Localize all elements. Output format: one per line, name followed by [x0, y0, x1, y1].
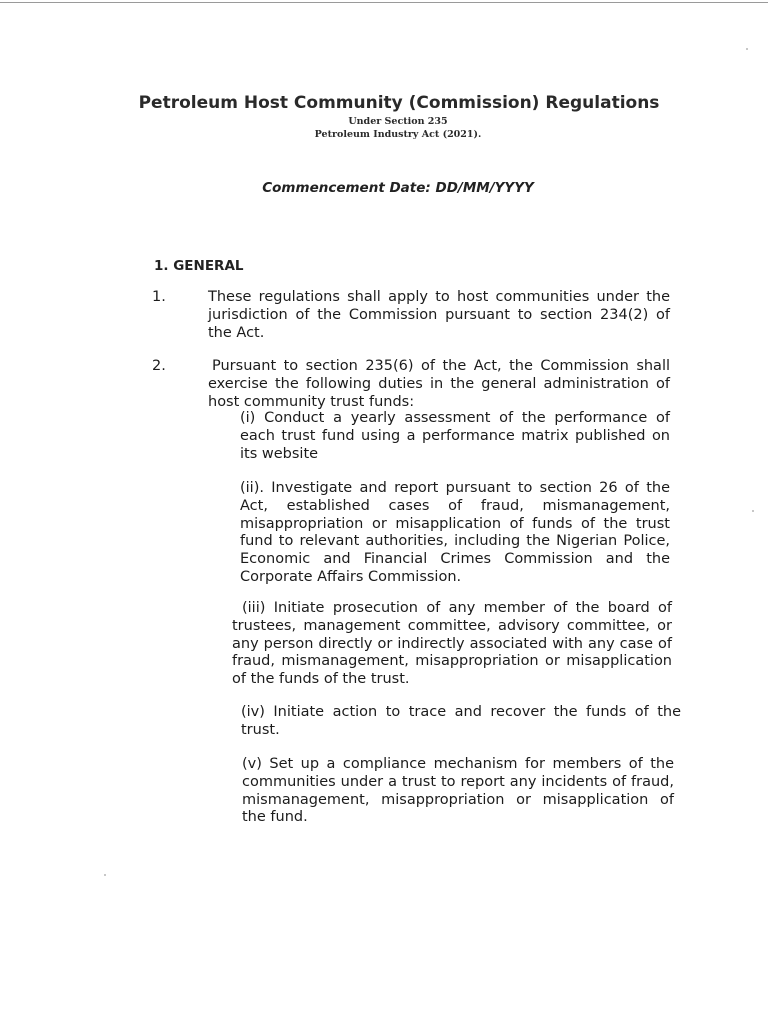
- duty-item: (i) Conduct a yearly assessment of the performance of each trust fund using a performance matrix published on its website: [240, 410, 670, 462]
- item-number: 1.: [152, 289, 166, 305]
- document-title: Petroleum Host Community (Commission) Regulations: [138, 93, 660, 113]
- duty-item: (iv) Initiate action to trace and recover the funds of the trust.: [241, 704, 681, 738]
- section-heading: 1. GENERAL: [154, 258, 244, 274]
- duty-item: (v) Set up a compliance mechanism for members of the communities under a trust to report any incidents of fraud, mismanagement, misappropriation or misapplication of the fund.: [242, 756, 674, 826]
- duty-item: (ii). Investigate and report pursuant to section 26 of the Act, established cases of fraud, mismanagement, misappropriation or misapplication of funds of the trust fund to relevant authorities, including the Nigerian Police, Economic and Financial Crimes Commission and the Corporate Affairs Commission.: [240, 480, 670, 585]
- item-number: 2.: [152, 358, 166, 374]
- page-top-edge: [0, 2, 768, 3]
- item-text: Pursuant to section 235(6) of the Act, the Commission shall exercise the following duties in the general administration of host community trust funds:: [208, 358, 670, 410]
- commencement-date: Commencement Date: DD/MM/YYYY: [262, 180, 534, 196]
- item-text: These regulations shall apply to host communities under the jurisdiction of the Commission pursuant to section 234(2) of the Act.: [208, 289, 670, 341]
- scan-speck: [746, 48, 748, 50]
- duty-item: (iii) Initiate prosecution of any member of the board of trustees, management committee, advisory committee, or any person directly or indirectly associated with any case of fraud, mismanagement, misappropriation or misapplication of the funds of the trust.: [232, 600, 672, 688]
- scan-speck: [752, 510, 754, 512]
- document-subtitle-section: Under Section 235: [348, 116, 448, 127]
- document-subtitle-act: Petroleum Industry Act (2021).: [314, 129, 482, 140]
- scan-speck: [104, 874, 106, 876]
